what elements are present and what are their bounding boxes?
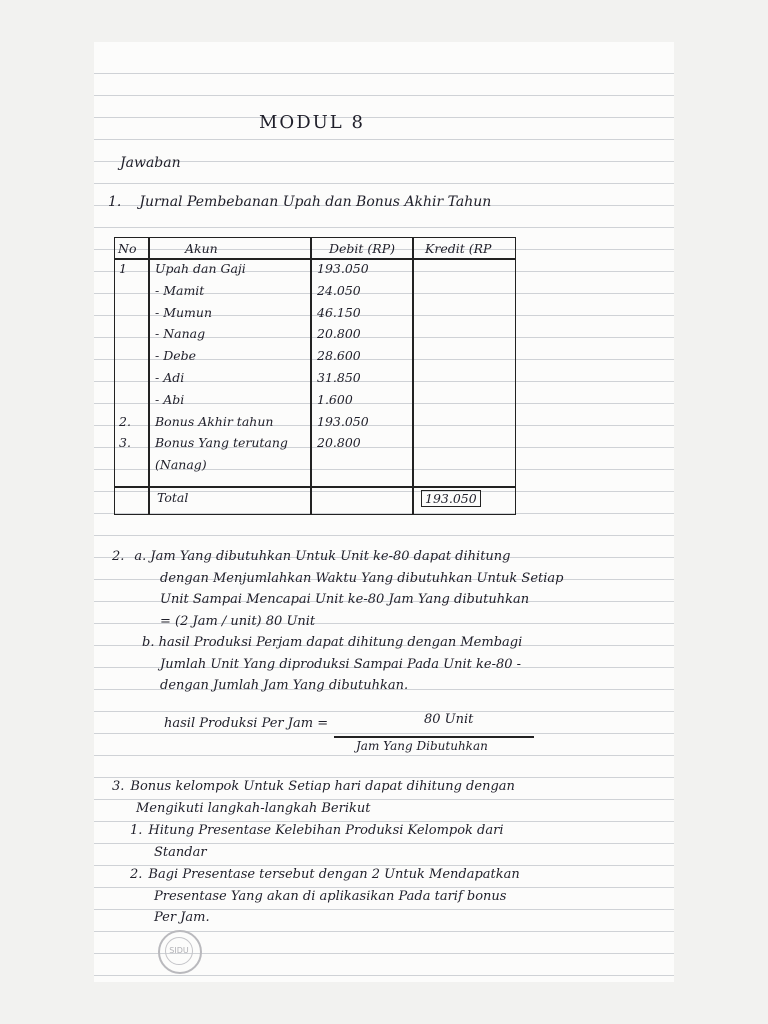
question-3-step-2 (130, 864, 520, 929)
journal-table (114, 237, 516, 515)
question-3-line-1 (112, 776, 515, 798)
page-title: MODUL 8 (259, 112, 365, 133)
table-column-divider (310, 238, 312, 514)
question-1-number: 1. (108, 194, 122, 210)
question-1-text: Jurnal Pembebanan Upah dan Bonus Akhir Tahun (139, 194, 492, 210)
question-3-text-1: Bonus kelompok Untuk Setiap hari dapat dihitung dengan (130, 779, 515, 794)
answer-heading: Jawaban (120, 155, 181, 171)
table-cell-akun: Upah dan Gaji (155, 261, 246, 276)
step-2-number: 2. (130, 867, 143, 882)
table-cell-debit: 1.600 (317, 391, 353, 407)
table-cell-debit: 193.050 (317, 261, 369, 276)
formula-denominator: Jam Yang Dibutuhkan (356, 739, 488, 753)
step-2-line-1 (130, 864, 520, 886)
table-column-divider (148, 238, 150, 514)
question-2-a-line-2: dengan Menjumlahkan Waktu Yang dibutuhkan Untuk Setiap (160, 570, 564, 586)
table-cell-akun: - Abi (155, 391, 185, 407)
notebook-page (94, 42, 674, 982)
table-cell-debit: 20.800 (317, 435, 361, 451)
table-cell-no: 2. (119, 413, 131, 429)
table-header-divider (115, 258, 515, 260)
table-cell-debit: 31.850 (317, 370, 361, 385)
table-cell-debit: 193.050 (317, 413, 369, 429)
table-cell-debit: 24.050 (317, 282, 361, 298)
table-column-divider (412, 238, 414, 514)
table-cell-akun: - Adi (155, 370, 185, 385)
question-2-number: 2. (112, 549, 125, 564)
step-2-line-2: Presentase Yang akan di aplikasikan Pada tarif bonus (154, 888, 507, 904)
question-2-b (142, 632, 522, 697)
question-2-b-line-3: dengan Jumlah Jam Yang dibutuhkan. (160, 678, 409, 693)
table-cell-akun: - Mamit (155, 282, 205, 298)
table-header-akun: Akun (185, 241, 218, 256)
question-2-b-line-1: b. hasil Produksi Perjam dapat dihitung dengan Membagi (142, 635, 523, 650)
question-3-line-2: Mengikuti langkah-langkah Berikut (136, 800, 371, 816)
question-2-a (112, 546, 564, 632)
question-3-step-1 (130, 820, 504, 863)
step-1-line-1 (130, 820, 504, 842)
step-2-line-3: Per Jam. (154, 910, 210, 925)
table-total-divider (115, 486, 515, 488)
table-cell-akun: - Debe (155, 348, 197, 364)
table-cell-akun: - Nanag (155, 326, 206, 342)
table-cell-akun: Bonus Akhir tahun (155, 413, 274, 429)
stamp-text: SIDU (165, 937, 193, 965)
table-cell-debit: 20.800 (317, 326, 361, 342)
fraction-bar (334, 736, 534, 738)
question-1-heading (108, 194, 491, 210)
question-3-number: 3. (112, 779, 125, 794)
table-header-debit: Debit (RP) (329, 241, 395, 256)
table-total-kredit: 193.050 (421, 490, 481, 507)
question-2-a-text-1: a. Jam Yang dibutuhkan Untuk Unit ke-80 dapat dihitung (134, 549, 511, 564)
notebook-logo-stamp (158, 930, 202, 974)
question-2-a-line-3: Unit Sampai Mencapai Unit ke-80 Jam Yang dibutuhkan (160, 592, 530, 607)
table-cell-debit: 28.600 (317, 348, 361, 364)
table-cell-akun: Bonus Yang terutang (155, 435, 288, 451)
step-1-line-2: Standar (154, 844, 207, 860)
formula-numerator: 80 Unit (424, 712, 474, 727)
question-2-b-line-2: Jumlah Unit Yang diproduksi Sampai Pada Unit ke-80 - (160, 656, 522, 672)
step-1-number: 1. (130, 823, 143, 838)
question-2-a-line-4: = (2 Jam / unit) 80 Unit (160, 613, 316, 629)
formula-label: hasil Produksi Per Jam = (164, 716, 329, 731)
table-header-kredit: Kredit (RP (425, 241, 492, 256)
table-cell-akun: - Mumun (155, 304, 213, 320)
table-cell-no: 1 (119, 261, 127, 276)
table-header-no: No (118, 241, 137, 256)
question-2-a-line-1 (112, 546, 564, 568)
table-total-label: Total (157, 490, 189, 505)
table-cell-akun: (Nanag) (155, 457, 207, 473)
step-1-text-1: Hitung Presentase Kelebihan Produksi Kelompok dari (148, 823, 504, 838)
question-3-intro (112, 776, 515, 819)
step-2-text-1: Bagi Presentase tersebut dengan 2 Untuk Mendapatkan (148, 867, 520, 882)
table-cell-debit: 46.150 (317, 304, 361, 320)
table-cell-no: 3. (119, 435, 131, 451)
